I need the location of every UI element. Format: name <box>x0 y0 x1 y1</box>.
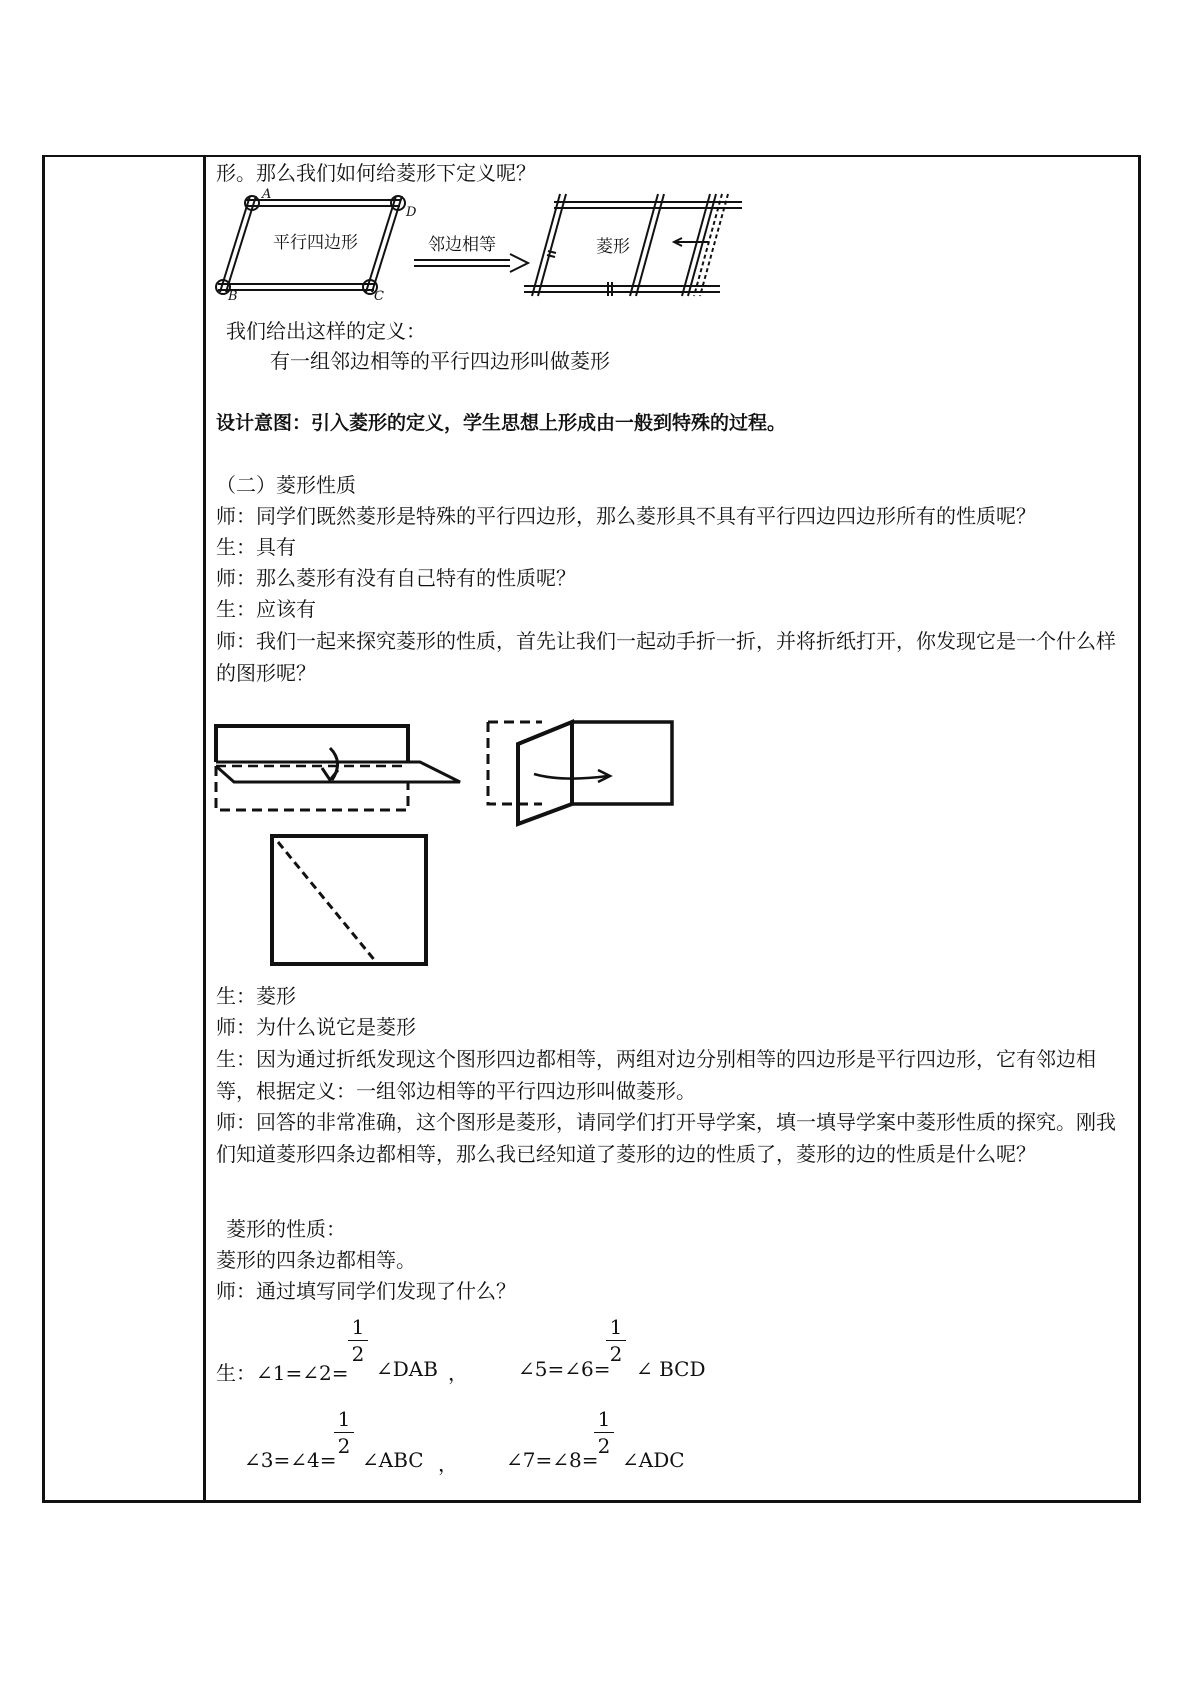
dialog-line: 生：菱形 <box>216 984 296 1008</box>
student-reason: 生：因为通过折纸发现这个图形四边都相等，两组对边分别相等的四边形是平行四边形，它有邻边相等，根据定义：一组邻边相等的平行四边形叫做菱形。 <box>216 1047 1096 1103</box>
rhombus-label: 菱形 <box>596 237 630 257</box>
angle-eq-3-4: ∠3=∠4= <box>244 1448 337 1472</box>
property-title: 菱形的性质： <box>226 1217 346 1241</box>
angle-bcd: ∠ BCD <box>636 1357 706 1381</box>
dialog-line: 生：应该有 <box>216 597 316 621</box>
angle-eq-1-2: 生：∠1=∠2= <box>216 1361 349 1385</box>
property-sides: 菱形的四条边都相等。 <box>216 1248 416 1272</box>
arrow-label: 邻边相等 <box>428 235 496 255</box>
fraction-half: 1 2 <box>594 1408 614 1457</box>
design-intent: 设计意图：引入菱形的定义，学生思想上形成由一般到特殊的过程。 <box>216 412 787 434</box>
dialog-line: 师：那么菱形有没有自己特有的性质呢？ <box>216 566 576 590</box>
vertex-b-label: B <box>228 289 238 300</box>
parallelogram-to-rhombus-figure <box>210 188 770 300</box>
comma: ， <box>438 1452 458 1476</box>
dialog-line: 生：具有 <box>216 535 296 559</box>
vertex-d-label: D <box>406 205 417 220</box>
intro-line: 形。那么我们如何给菱形下定义呢？ <box>216 161 536 185</box>
paper-folding-figure <box>212 718 682 978</box>
vertex-a-label: A <box>262 188 272 202</box>
fraction-half: 1 2 <box>606 1316 626 1365</box>
angle-abc: ∠ABC <box>362 1448 424 1472</box>
angle-eq-7-8: ∠7=∠8= <box>506 1448 599 1472</box>
angle-dab: ∠DAB <box>376 1357 438 1381</box>
vertex-c-label: C <box>374 289 384 300</box>
definition-text: 有一组邻边相等的平行四边形叫做菱形 <box>270 349 610 373</box>
section2-title: （二）菱形性质 <box>216 473 356 497</box>
angle-adc: ∠ADC <box>622 1448 685 1472</box>
fraction-half: 1 2 <box>334 1408 354 1457</box>
teacher-reply: 师：回答的非常准确，这个图形是菱形，请同学们打开导学案，填一填导学案中菱形性质的探究。刚我们知道菱形四条边都相等，那么我已经知道了菱形的边的性质了，菱形的边的性质是什么呢？ <box>216 1110 1116 1166</box>
dialog-line: 师：同学们既然菱形是特殊的平行四边形，那么菱形具不具有平行四边四边形所有的性质呢？ <box>216 504 1036 528</box>
parallelogram-label: 平行四边形 <box>273 233 358 253</box>
dialog-line: 师：为什么说它是菱形 <box>216 1015 416 1039</box>
fold-question: 师：我们一起来探究菱形的性质，首先让我们一起动手折一折，并将折纸打开，你发现它是一个什么样的图形呢？ <box>216 629 1116 685</box>
column-divider <box>203 155 206 1503</box>
angle-eq-5-6: ∠5=∠6= <box>518 1357 611 1381</box>
definition-intro: 我们给出这样的定义： <box>226 319 426 343</box>
teacher-ask: 师：通过填写同学们发现了什么？ <box>216 1279 516 1303</box>
comma: ， <box>448 1361 468 1385</box>
fraction-half: 1 2 <box>348 1316 368 1365</box>
